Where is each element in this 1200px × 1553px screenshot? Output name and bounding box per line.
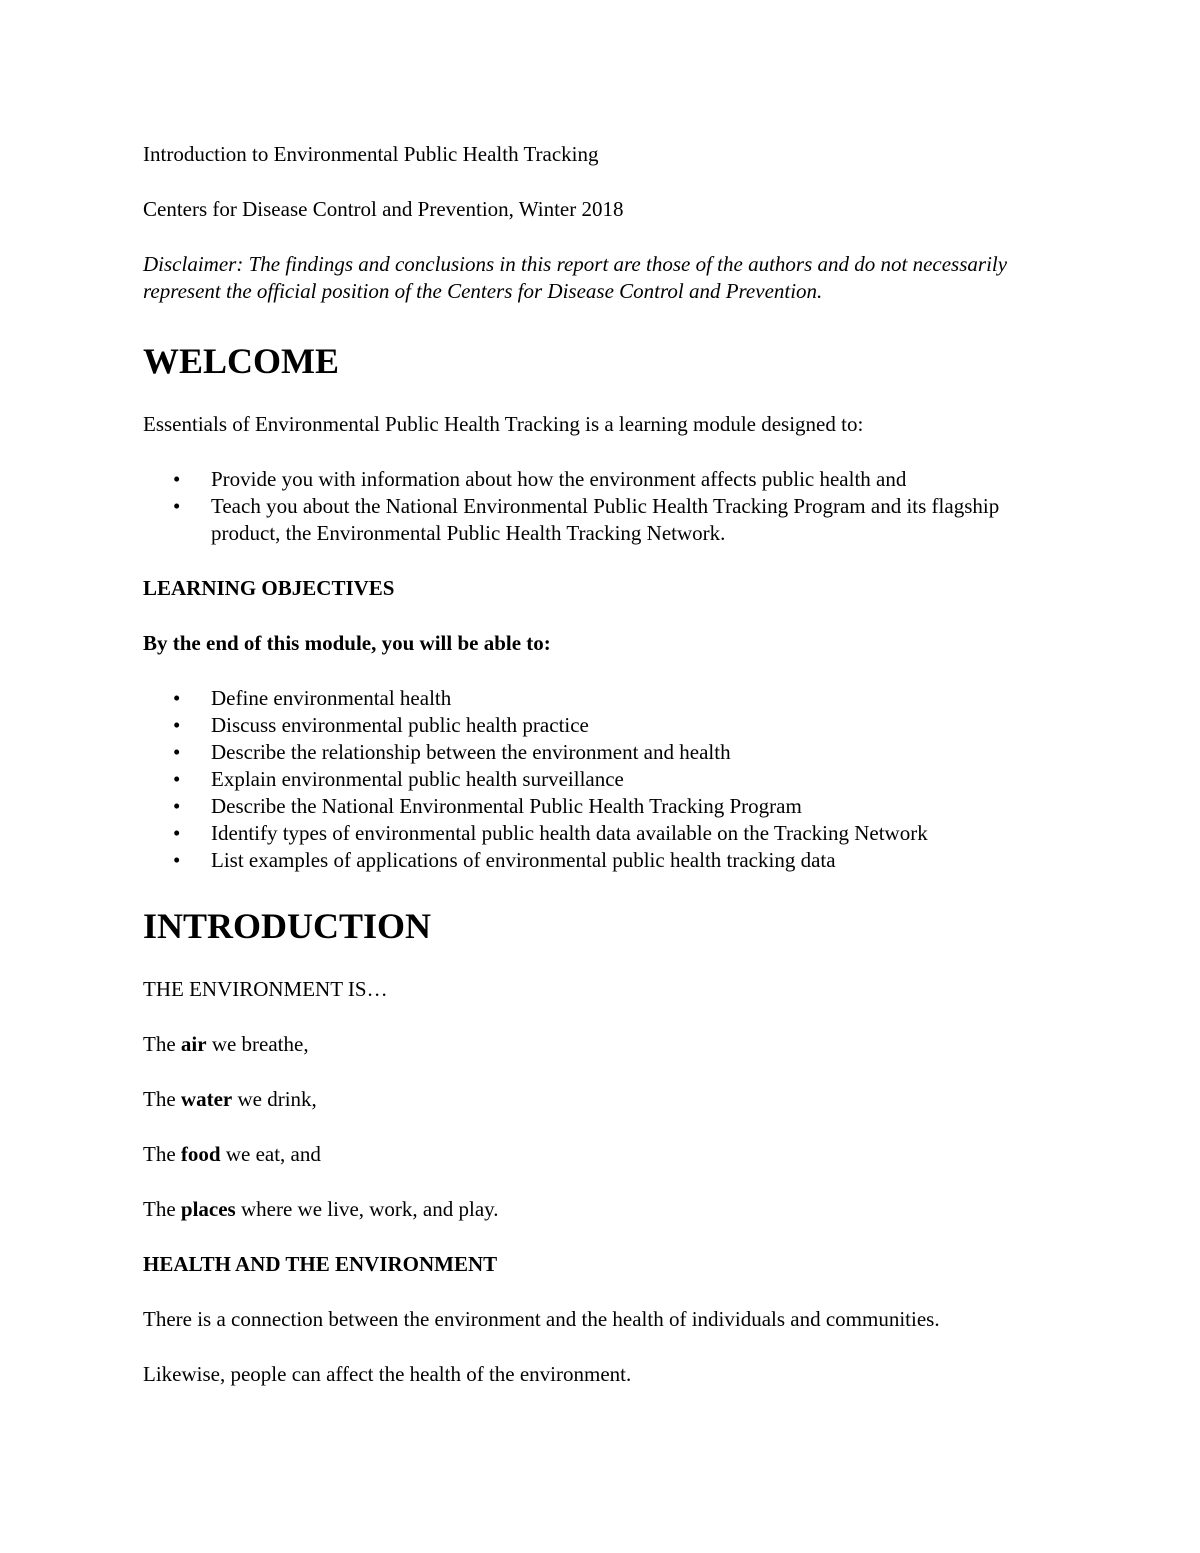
keyword: water	[180, 1087, 233, 1111]
list-item: • Define environmental health	[143, 685, 1043, 712]
document-title: Introduction to Environmental Public Health Tracking	[143, 142, 599, 166]
list-item: • Describe the National Environmental Public Health Tracking Program	[143, 793, 1043, 820]
environment-line-food	[143, 1141, 1043, 1168]
line-prefix: The	[143, 1032, 181, 1056]
disclaimer: Disclaimer: The findings and conclusions in this report are those of the authors and do not necessarily represent the official position of the Centers for Disease Control and Prevention.	[143, 252, 1008, 303]
line-suffix: we drink,	[232, 1087, 317, 1111]
environment-line-places	[143, 1196, 1043, 1223]
keyword: places	[180, 1197, 236, 1221]
environment-subheading: THE ENVIRONMENT IS…	[143, 977, 388, 1001]
document-page	[143, 141, 1043, 1416]
list-item: • Provide you with information about how the environment affects public health and	[143, 466, 1043, 493]
welcome-heading: WELCOME	[143, 341, 340, 381]
line-suffix: where we live, work, and play.	[235, 1197, 499, 1221]
line-prefix: The	[143, 1142, 181, 1166]
line-suffix: we breathe,	[206, 1032, 309, 1056]
keyword: food	[180, 1142, 221, 1166]
environment-line-air	[143, 1031, 1043, 1058]
health-paragraph: Likewise, people can affect the health of the environment.	[143, 1362, 632, 1386]
objectives-lead: By the end of this module, you will be able to:	[143, 631, 551, 655]
list-item: • Describe the relationship between the environment and health	[143, 739, 1043, 766]
organization-line: Centers for Disease Control and Prevention, Winter 2018	[143, 197, 624, 221]
objectives-list	[143, 685, 1043, 874]
introduction-heading: INTRODUCTION	[143, 906, 432, 946]
objectives-heading: LEARNING OBJECTIVES	[143, 576, 395, 600]
list-item: • List examples of applications of environmental public health tracking data	[143, 847, 1043, 874]
list-item: • Discuss environmental public health practice	[143, 712, 1043, 739]
line-prefix: The	[143, 1197, 181, 1221]
list-item: • Teach you about the National Environmental Public Health Tracking Program and its flagship product, the Environmental Public Health Tracking Network.	[143, 493, 1043, 547]
list-item: • Explain environmental public health surveillance	[143, 766, 1043, 793]
keyword: air	[180, 1032, 207, 1056]
health-paragraph: There is a connection between the environment and the health of individuals and communities.	[143, 1307, 940, 1331]
welcome-list	[143, 466, 1043, 547]
health-heading: HEALTH AND THE ENVIRONMENT	[143, 1252, 498, 1276]
line-suffix: we eat, and	[220, 1142, 321, 1166]
welcome-intro: Essentials of Environmental Public Health Tracking is a learning module designed to:	[143, 412, 864, 436]
list-item: • Identify types of environmental public health data available on the Tracking Network	[143, 820, 1043, 847]
line-prefix: The	[143, 1087, 181, 1111]
environment-line-water	[143, 1086, 1043, 1113]
